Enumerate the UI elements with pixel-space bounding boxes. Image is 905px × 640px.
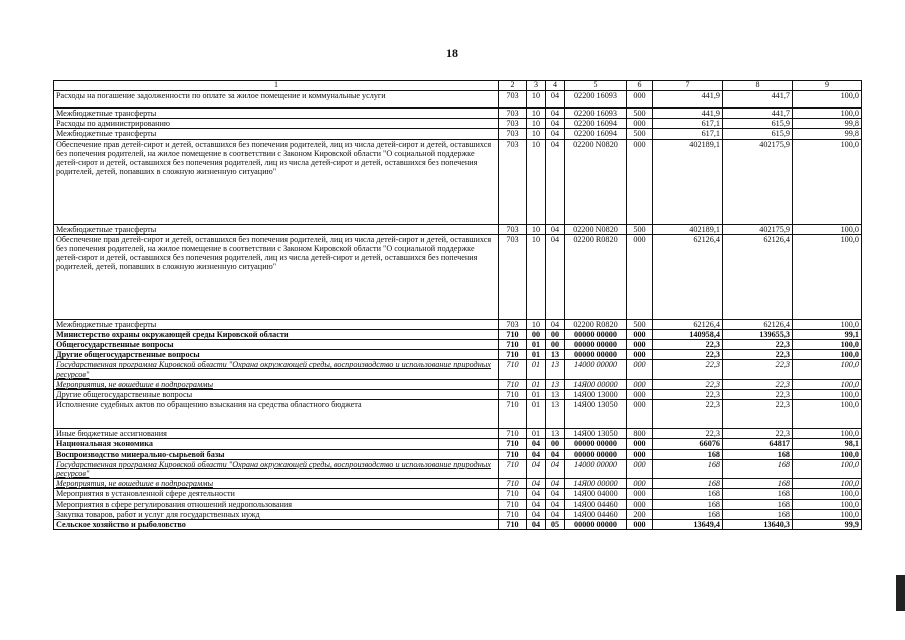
cell-c4: 13 [546, 350, 565, 360]
cell-c2: 710 [499, 519, 527, 529]
row-name: Мероприятия в установленной сфере деятельности [54, 489, 499, 499]
cell-c8: 22,3 [723, 390, 793, 400]
row-name: Министерство охраны окружающей среды Кировской области [54, 329, 499, 339]
cell-c6: 000 [627, 499, 653, 509]
cell-c7: 402189,1 [653, 139, 723, 224]
cell-c3: 04 [527, 479, 546, 489]
cell-c5: 02200 N0820 [565, 139, 627, 224]
cell-c8: 168 [723, 479, 793, 489]
cell-c9: 98,1 [793, 439, 862, 449]
cell-c7: 168 [653, 449, 723, 459]
cell-c3: 04 [527, 519, 546, 529]
cell-c5: 00000 00000 [565, 439, 627, 449]
table-row [54, 509, 862, 519]
cell-c5: 14Я00 04000 [565, 489, 627, 499]
cell-c3: 01 [527, 360, 546, 379]
cell-c7: 617,1 [653, 129, 723, 139]
cell-c8: 139655,3 [723, 329, 793, 339]
cell-c9: 100,0 [793, 489, 862, 499]
cell-c3: 04 [527, 509, 546, 519]
cell-c4: 04 [546, 119, 565, 129]
col-header: 5 [565, 81, 627, 91]
cell-c7: 168 [653, 479, 723, 489]
cell-c4: 13 [546, 360, 565, 379]
cell-c3: 04 [527, 439, 546, 449]
cell-c8: 62126,4 [723, 234, 793, 319]
row-name: Сельское хозяйство и рыболовство [54, 519, 499, 529]
col-header: 2 [499, 81, 527, 91]
cell-c3: 01 [527, 390, 546, 400]
cell-c5: 14Я00 13050 [565, 429, 627, 439]
cell-c7: 22,3 [653, 379, 723, 389]
cell-c8: 402175,9 [723, 224, 793, 234]
cell-c5: 14000 00000 [565, 360, 627, 379]
table-row [54, 90, 862, 108]
cell-c6: 000 [627, 519, 653, 529]
cell-c7: 168 [653, 459, 723, 478]
cell-c7: 13649,4 [653, 519, 723, 529]
table-row [54, 108, 862, 119]
cell-c4: 04 [546, 499, 565, 509]
cell-c6: 000 [627, 390, 653, 400]
row-name: Другие общегосударственные вопросы [54, 350, 499, 360]
budget-table [53, 80, 862, 530]
cell-c8: 22,3 [723, 429, 793, 439]
cell-c3: 10 [527, 129, 546, 139]
table-row [54, 489, 862, 499]
cell-c4: 13 [546, 400, 565, 429]
cell-c6: 000 [627, 139, 653, 224]
row-name: Межбюджетные трансферты [54, 319, 499, 329]
cell-c8: 168 [723, 489, 793, 499]
cell-c9: 100,0 [793, 429, 862, 439]
cell-c3: 10 [527, 234, 546, 319]
cell-c7: 140958,4 [653, 329, 723, 339]
cell-c9: 100,0 [793, 319, 862, 329]
cell-c5: 02200 N0820 [565, 224, 627, 234]
cell-c9: 100,0 [793, 360, 862, 379]
cell-c2: 710 [499, 329, 527, 339]
cell-c4: 04 [546, 129, 565, 139]
cell-c9: 100,0 [793, 340, 862, 350]
cell-c4: 04 [546, 234, 565, 319]
cell-c3: 04 [527, 449, 546, 459]
cell-c8: 22,3 [723, 360, 793, 379]
cell-c6: 000 [627, 340, 653, 350]
row-name: Иные бюджетные ассигнования [54, 429, 499, 439]
cell-c5: 00000 00000 [565, 350, 627, 360]
cell-c3: 01 [527, 400, 546, 429]
cell-c8: 615,9 [723, 129, 793, 139]
cell-c8: 168 [723, 509, 793, 519]
cell-c7: 168 [653, 499, 723, 509]
table-row [54, 459, 862, 478]
col-header: 1 [54, 81, 499, 91]
cell-c4: 04 [546, 108, 565, 119]
col-header: 3 [527, 81, 546, 91]
cell-c2: 703 [499, 234, 527, 319]
cell-c3: 01 [527, 429, 546, 439]
cell-c6: 000 [627, 459, 653, 478]
cell-c3: 04 [527, 459, 546, 478]
cell-c4: 04 [546, 139, 565, 224]
col-header: 9 [793, 81, 862, 91]
cell-c9: 99,8 [793, 119, 862, 129]
cell-c6: 500 [627, 224, 653, 234]
table-row [54, 390, 862, 400]
cell-c9: 100,0 [793, 108, 862, 119]
cell-c4: 13 [546, 379, 565, 389]
row-name: Мероприятия, не вошедшие в подпрограммы [54, 479, 499, 489]
cell-c5: 14Я00 13050 [565, 400, 627, 429]
cell-c5: 00000 00000 [565, 519, 627, 529]
col-header: 8 [723, 81, 793, 91]
cell-c8: 22,3 [723, 340, 793, 350]
cell-c5: 02200 16094 [565, 129, 627, 139]
cell-c9: 100,0 [793, 479, 862, 489]
cell-c2: 703 [499, 319, 527, 329]
row-name: Воспроизводство минерально-сырьевой базы [54, 449, 499, 459]
cell-c7: 22,3 [653, 340, 723, 350]
table-row [54, 479, 862, 489]
cell-c5: 14000 00000 [565, 459, 627, 478]
cell-c8: 22,3 [723, 400, 793, 429]
cell-c5: 14Я00 13000 [565, 390, 627, 400]
cell-c9: 99,9 [793, 519, 862, 529]
cell-c5: 02200 16093 [565, 90, 627, 108]
cell-c4: 00 [546, 439, 565, 449]
cell-c2: 710 [499, 459, 527, 478]
row-name: Закупка товаров, работ и услуг для государственных нужд [54, 509, 499, 519]
cell-c5: 02200 R0820 [565, 319, 627, 329]
col-header: 4 [546, 81, 565, 91]
cell-c4: 00 [546, 340, 565, 350]
cell-c6: 200 [627, 509, 653, 519]
cell-c2: 710 [499, 429, 527, 439]
cell-c2: 710 [499, 479, 527, 489]
cell-c9: 99,8 [793, 129, 862, 139]
cell-c8: 168 [723, 499, 793, 509]
cell-c2: 710 [499, 360, 527, 379]
cell-c9: 99,1 [793, 329, 862, 339]
cell-c3: 04 [527, 499, 546, 509]
page-number: 18 [446, 46, 458, 60]
cell-c8: 22,3 [723, 350, 793, 360]
table-row [54, 224, 862, 234]
table-row [54, 360, 862, 379]
cell-c9: 100,0 [793, 400, 862, 429]
cell-c6: 000 [627, 234, 653, 319]
cell-c8: 62126,4 [723, 319, 793, 329]
table-row [54, 129, 862, 139]
cell-c2: 703 [499, 129, 527, 139]
cell-c8: 168 [723, 449, 793, 459]
cell-c2: 710 [499, 499, 527, 509]
cell-c5: 14Я00 00000 [565, 379, 627, 389]
cell-c9: 100,0 [793, 390, 862, 400]
cell-c7: 22,3 [653, 360, 723, 379]
cell-c2: 710 [499, 439, 527, 449]
cell-c4: 05 [546, 519, 565, 529]
cell-c6: 000 [627, 379, 653, 389]
cell-c3: 10 [527, 119, 546, 129]
cell-c8: 615,9 [723, 119, 793, 129]
cell-c4: 04 [546, 319, 565, 329]
row-name: Общегосударственные вопросы [54, 340, 499, 350]
cell-c6: 000 [627, 350, 653, 360]
col-header: 7 [653, 81, 723, 91]
cell-c9: 100,0 [793, 224, 862, 234]
cell-c7: 168 [653, 509, 723, 519]
cell-c9: 100,0 [793, 234, 862, 319]
cell-c3: 04 [527, 489, 546, 499]
row-name: Расходы на погашение задолженности по оплате за жилое помещение и коммунальные услуги [54, 90, 499, 108]
cell-c3: 00 [527, 329, 546, 339]
cell-c7: 22,3 [653, 400, 723, 429]
cell-c6: 000 [627, 119, 653, 129]
cell-c8: 402175,9 [723, 139, 793, 224]
cell-c5: 14Я00 00000 [565, 479, 627, 489]
cell-c9: 100,0 [793, 499, 862, 509]
table-row [54, 319, 862, 329]
cell-c7: 402189,1 [653, 224, 723, 234]
cell-c9: 100,0 [793, 509, 862, 519]
row-name: Мероприятия, не вошедшие в подпрограммы [54, 379, 499, 389]
cell-c2: 703 [499, 119, 527, 129]
row-name: Межбюджетные трансферты [54, 224, 499, 234]
cell-c4: 00 [546, 329, 565, 339]
cell-c6: 000 [627, 439, 653, 449]
cell-c5: 00000 00000 [565, 449, 627, 459]
row-name: Мероприятия в сфере регулирования отношений недропользования [54, 499, 499, 509]
cell-c6: 000 [627, 479, 653, 489]
cell-c5: 00000 00000 [565, 340, 627, 350]
cell-c4: 04 [546, 449, 565, 459]
cell-c6: 800 [627, 429, 653, 439]
cell-c2: 710 [499, 379, 527, 389]
cell-c6: 000 [627, 90, 653, 108]
cell-c6: 500 [627, 108, 653, 119]
cell-c8: 13640,3 [723, 519, 793, 529]
cell-c9: 100,0 [793, 449, 862, 459]
cell-c4: 04 [546, 509, 565, 519]
cell-c4: 04 [546, 224, 565, 234]
cell-c2: 710 [499, 340, 527, 350]
cell-c3: 10 [527, 90, 546, 108]
cell-c6: 500 [627, 319, 653, 329]
table-row [54, 234, 862, 319]
cell-c7: 22,3 [653, 429, 723, 439]
row-name: Государственная программа Кировской области "Охрана окружающей среды, воспроизводство и использование природных ресурсов" [54, 360, 499, 379]
cell-c6: 000 [627, 329, 653, 339]
cell-c2: 710 [499, 390, 527, 400]
row-name: Исполнение судебных актов по обращению взыскания на средства областного бюджета [54, 400, 499, 429]
cell-c6: 000 [627, 489, 653, 499]
cell-c2: 703 [499, 90, 527, 108]
table-row [54, 519, 862, 529]
cell-c7: 441,9 [653, 108, 723, 119]
cell-c6: 000 [627, 360, 653, 379]
cell-c9: 100,0 [793, 90, 862, 108]
cell-c6: 000 [627, 449, 653, 459]
cell-c3: 10 [527, 108, 546, 119]
cell-c5: 00000 00000 [565, 329, 627, 339]
table-row [54, 439, 862, 449]
table-row [54, 350, 862, 360]
cell-c9: 100,0 [793, 459, 862, 478]
row-name: Межбюджетные трансферты [54, 108, 499, 119]
row-name: Другие общегосударственные вопросы [54, 390, 499, 400]
cell-c3: 10 [527, 139, 546, 224]
cell-c5: 02200 16094 [565, 119, 627, 129]
cell-c2: 703 [499, 108, 527, 119]
cell-c2: 710 [499, 449, 527, 459]
cell-c8: 64817 [723, 439, 793, 449]
row-name: Национальная экономика [54, 439, 499, 449]
cell-c3: 10 [527, 224, 546, 234]
cell-c2: 703 [499, 224, 527, 234]
cell-c3: 01 [527, 350, 546, 360]
cell-c6: 500 [627, 129, 653, 139]
cell-c6: 000 [627, 400, 653, 429]
row-name: Обеспечение прав детей-сирот и детей, оставшихся без попечения родителей, лиц из числа детей-сирот и детей, оставшихся без попечения родителей, на жилое помещение в соответствии с Законом Кировской области "О социальной поддержке детей-сирот и детей, оставшихся без попечения родителей, лиц из числа детей-сирот и детей, оставшихся без попечения родителей, детей, попавших в сложную жизненную ситуацию" [54, 234, 499, 319]
col-header: 6 [627, 81, 653, 91]
table-row [54, 400, 862, 429]
cell-c7: 168 [653, 489, 723, 499]
cell-c7: 62126,4 [653, 319, 723, 329]
cell-c8: 441,7 [723, 108, 793, 119]
cell-c4: 04 [546, 90, 565, 108]
row-name: Государственная программа Кировской области "Охрана окружающей среды, воспроизводство и использование природных ресурсов" [54, 459, 499, 478]
row-name: Обеспечение прав детей-сирот и детей, оставшихся без попечения родителей, лиц из числа детей-сирот и детей, оставшихся без попечения родителей, на жилое помещение в соответствии с Законом Кировской области "О социальной поддержке детей-сирот и детей, оставшихся без попечения родителей, лиц из числа детей-сирот и детей, оставшихся без попечения родителей, детей, попавших в сложную жизненную ситуацию" [54, 139, 499, 224]
cell-c8: 22,3 [723, 379, 793, 389]
row-name: Межбюджетные трансферты [54, 129, 499, 139]
table-row [54, 340, 862, 350]
cell-c5: 02200 16093 [565, 108, 627, 119]
cell-c2: 710 [499, 509, 527, 519]
cell-c7: 22,3 [653, 390, 723, 400]
cell-c8: 441,7 [723, 90, 793, 108]
table-row [54, 139, 862, 224]
cell-c4: 04 [546, 489, 565, 499]
cell-c7: 617,1 [653, 119, 723, 129]
header-row [54, 81, 862, 91]
cell-c9: 100,0 [793, 139, 862, 224]
cell-c7: 62126,4 [653, 234, 723, 319]
table-row [54, 499, 862, 509]
scan-edge-mark [896, 575, 905, 611]
cell-c7: 66076 [653, 439, 723, 449]
cell-c4: 04 [546, 479, 565, 489]
table-row [54, 329, 862, 339]
cell-c7: 22,3 [653, 350, 723, 360]
cell-c4: 04 [546, 459, 565, 478]
table-row [54, 119, 862, 129]
cell-c9: 100,0 [793, 350, 862, 360]
cell-c2: 710 [499, 489, 527, 499]
table-row [54, 379, 862, 389]
cell-c5: 14Я00 04460 [565, 509, 627, 519]
cell-c7: 441,9 [653, 90, 723, 108]
row-name: Расходы по администрированию [54, 119, 499, 129]
table-row [54, 429, 862, 439]
cell-c5: 02200 R0820 [565, 234, 627, 319]
cell-c2: 703 [499, 139, 527, 224]
cell-c3: 01 [527, 340, 546, 350]
table-row [54, 449, 862, 459]
cell-c5: 14Я00 04460 [565, 499, 627, 509]
cell-c3: 01 [527, 379, 546, 389]
cell-c4: 13 [546, 429, 565, 439]
cell-c3: 10 [527, 319, 546, 329]
cell-c2: 710 [499, 400, 527, 429]
cell-c8: 168 [723, 459, 793, 478]
cell-c9: 100,0 [793, 379, 862, 389]
cell-c4: 13 [546, 390, 565, 400]
cell-c2: 710 [499, 350, 527, 360]
